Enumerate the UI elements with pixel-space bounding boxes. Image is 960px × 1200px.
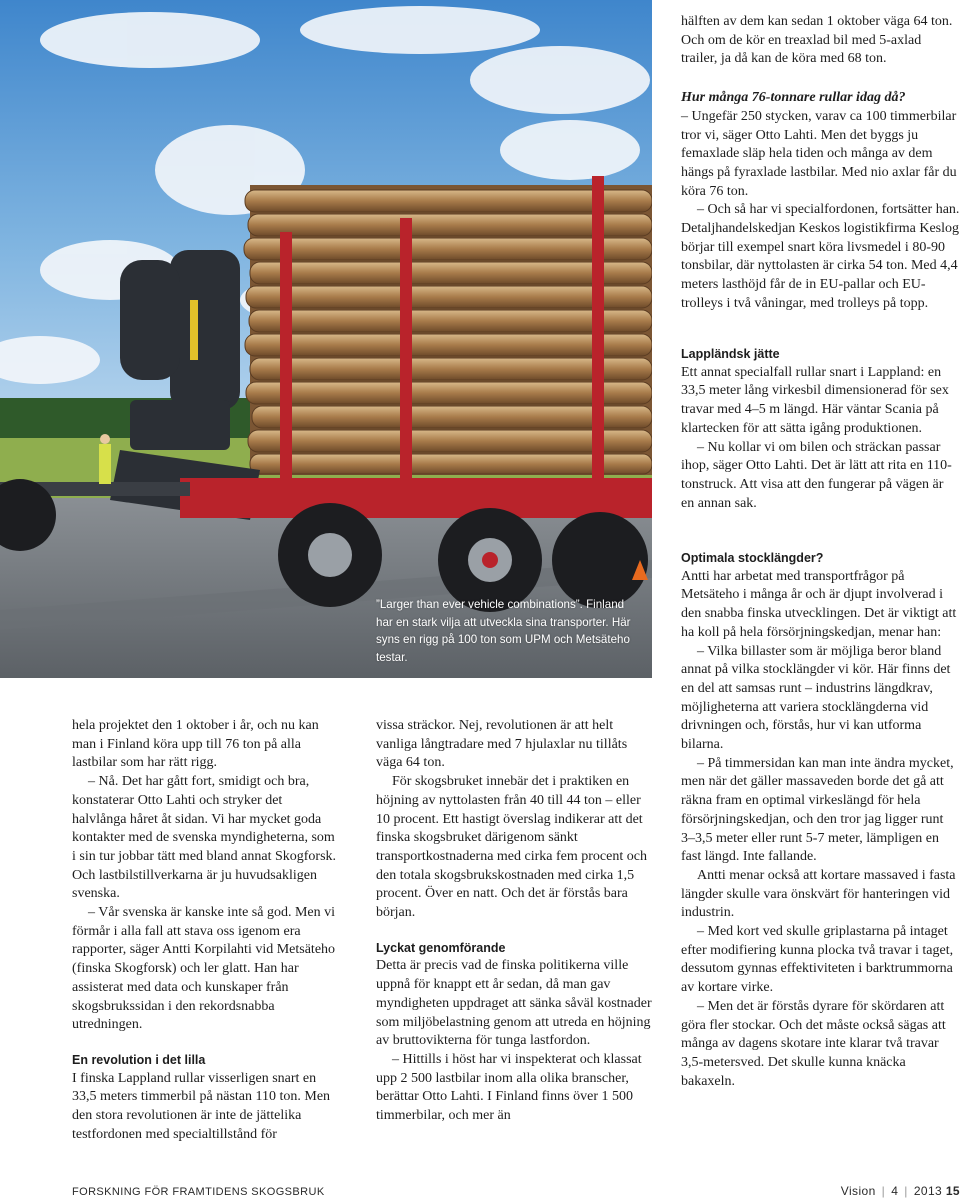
subheading: En revolution i det lilla xyxy=(72,1052,206,1067)
paragraph: – Men det är förstås dyrare för skördaren att göra fler stockar. Och det måste också sägas att många av dagens skotare inte klarar två travar 3,5-metersved. Det skulle kunna knäcka bakaxeln. xyxy=(681,998,946,1089)
column-middle xyxy=(376,717,656,1126)
paragraph: – Ungefär 250 stycken, varav ca 100 timmerbilar tror vi, säger Otto Lahti. Men det byggs ju femaxlade släp hela tiden och många av dem hängs på fyraxlade lastbilar. Med nio axlar får du köra 76 ton. xyxy=(681,108,957,199)
page-footer xyxy=(72,1184,960,1200)
subheading: Optimala stocklängder? xyxy=(681,551,824,565)
paragraph: – Nu kollar vi om bilen och sträckan passar ihop, säger Otto Lahti. Det är lätt att rita en 110-tonstruck. Att visa att den fungerar på vägen är en annan sak. xyxy=(681,439,952,511)
paragraph: – Med kort ved skulle griplastarna på intaget efter modifiering kunna plocka två travar i taget, dessutom gynnas effektiviteten i barktrummorna av kortare virke. xyxy=(681,924,954,996)
footer-issue-info: Vision | 4 | 2013 15 xyxy=(840,1184,960,1198)
paragraph: – Vilka billaster som är möjliga beror bland annat på vilka stocklängder vi kör. Här finns det en del att samsas runt – industrins längdkrav, möjligheterna att variera stocklängderna vid drivningen och, förstås, hur vi kan utforma bilarna. xyxy=(681,643,951,753)
subheading: Lyckat genomförande xyxy=(376,940,506,955)
column-right-top xyxy=(681,13,960,314)
paragraph: Ett annat specialfall rullar snart i Lappland: en 33,5 meter lång virkesbil dimensionerad för sex travar med 4–5 m längd. Här väntar Scania på klartecken för att sätta igång produktionen. xyxy=(681,364,949,436)
issue-number: 4 xyxy=(891,1184,899,1198)
footer-section-title: FORSKNING FÖR FRAMTIDENS SKOGSBRUK xyxy=(72,1186,325,1198)
paragraph: – Och så har vi specialfordonen, fortsätter han. Detaljhandelskedjan Keskos logistikfirma Keslog börjar till exempel snart köra livsmedel i 80-90 tonsbilar, där nyttolasten är cirka 54 ton. Med 4,4 meters lasthöjd får de in EU-pallar och EU-trolleys i två våningar, med trolleys på topp. xyxy=(681,202,960,311)
timber-truck-photo xyxy=(0,0,652,678)
paragraph: I finska Lappland rullar visserligen snart en 33,5 meters timmerbil på nästan 110 ton. Men den stora revolutionen är inte de jättelika testfordonen med specialtillstånd för xyxy=(72,1070,331,1142)
paragraph: – På timmersidan kan man inte ändra mycket, men när det gäller massaveden borde det gå att räkna fram en optimal virkeslängd för hela försörjningskedjan, och den tror jag ligger runt 3–3,5 meter eller runt 5-7 meter, lämpligen en fast längd. Inte fallande. xyxy=(681,755,954,865)
paragraph: hälften av dem kan sedan 1 oktober väga 64 ton. Och om de kör en treaxlad bil med 5-axlad trailer, ja då kan de köra med 68 ton. xyxy=(681,14,953,67)
paragraph: Antti har arbetat med transportfrågor på Metsäteho i många år och är djupt involverad i den snabba finska utvecklingen. Det är viktigt att ha koll på hela försörjningskedjan, menar han: xyxy=(681,568,957,640)
subheading: Hur många 76-tonnare rullar idag då? xyxy=(681,90,906,106)
paragraph: – Vår svenska är kanske inte så god. Men vi förmår i alla fall att stava oss igenom era rapporter, säger Antti Korpilahti vid Metsäteho (finska Skogforsk) och ler glatt. Han har assisterat med data och kunskaper från skogsbrukssidan i den rekordsnabba utredningen. xyxy=(72,905,336,1033)
subheading: Lappländsk jätte xyxy=(681,347,780,361)
section-optimala xyxy=(681,549,960,1091)
photo-caption: ”Larger than ever vehicle combinations”. Finland har en stark vilja att utveckla sina transporter. Här syns en rigg på 100 ton som UPM och Metsäteho testar. xyxy=(376,598,631,664)
paragraph: Detta är precis vad de finska politikerna ville uppnå för knappt ett år sedan, då man gav myndigheten uppdraget att sänka såväl kostnader som miljöbelastning genom att utreda en höjning av bruttovikterna för tunga lastfordon. xyxy=(376,958,652,1049)
paragraph: – Nå. Det har gått fort, smidigt och bra, konstaterar Otto Lahti och stryker det halvlånga håret åt sidan. Vi har mycket goda kontakter med de svenska myndigheterna, som i sin tur jobbar tätt med bland annat Skogforsk. Och lastbilstillverkarna är ju huvudsakligen svenska. xyxy=(72,774,337,902)
paragraph: vissa sträckor. Nej, revolutionen är att helt vanliga långtradare med 7 hjulaxlar nu tillåts väga 64 ton. xyxy=(376,718,628,771)
paragraph: – Hittills i höst har vi inspekterat och klassat upp 2 500 lastbilar inom alla olika branscher, berättar Otto Lahti. I Finland finns över 1 500 timmerbilar, och mer än xyxy=(376,1051,642,1124)
page-number: 15 xyxy=(945,1184,960,1198)
paragraph: hela projektet den 1 oktober i år, och nu kan man i Finland köra upp till 76 ton på alla lastbilar som har rätt rigg. xyxy=(72,718,319,771)
paragraph: Antti menar också att kortare massaved i fasta längder skulle vara önskvärt för hanteringen vid industrin. xyxy=(681,867,956,921)
section-lappland xyxy=(681,345,960,513)
column-left xyxy=(72,717,340,1144)
issue-year: 2013 xyxy=(913,1184,943,1198)
magazine-name: Vision xyxy=(840,1184,876,1198)
paragraph: För skogsbruket innebär det i praktiken en höjning av nyttolasten från 40 till 44 ton – eller 10 procent. Ett hastigt överslag indikerar att det finska skogsbruket därigenom sänkt transportkostnaderna med cirka fem procent och den totala skogsbrukskostnaden med cirka 1,5 procent. Över en natt. Och det är förstås bara början. xyxy=(376,774,647,921)
